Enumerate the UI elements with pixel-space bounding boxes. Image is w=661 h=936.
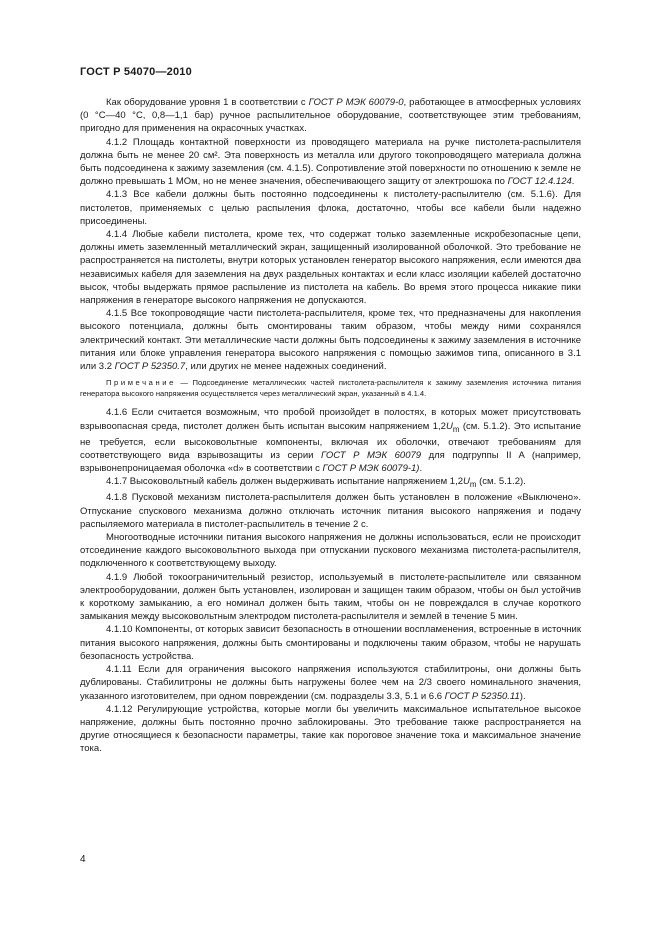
text: Как оборудование уровня 1 в соответствии с [106, 97, 309, 108]
paragraph-4-1-7 [80, 475, 581, 491]
text: (см. 5.1.2). Это испытание не требуется, если высоковольтные компоненты, включая их оболочки, отвечают требованиям для соответствующего вида взрывозащиты из серии [80, 420, 581, 461]
page-number: 4 [80, 854, 86, 865]
document-body [80, 96, 581, 756]
subscript: m [452, 424, 460, 434]
text: 4.1.4 Любые кабели пистолета, кроме тех, что содержат только заземленные искробезопасные цепи, должны иметь заземленный металлический экран, защищенный изолированной оболочкой. Это требование не распространяется на пистолеты, внутри которых установлен генератор высокого напряжения, если имеются два независимых кабеля для заземления на двух раздельных контактах и если класс изоляции кабелей достаточно высок, чтобы выдержать прямое распыление из пистолета на кабель. Во время этого процесса никакие пики напряжения в генераторе высокого напряжения не допускаются. [80, 229, 581, 307]
variable: U [445, 420, 453, 432]
paragraph-4-1-12 [80, 703, 581, 756]
note-label: Примечание [106, 378, 176, 388]
text: 4.1.2 Площадь контактной поверхности из проводящего материала на ручке пистолета-распылителя должна быть не менее 20 см². Эта поверхность из металла или другого токопроводящего материала должна быть подсоединена к зажиму заземления (см. 4.1.5). Сопротивление этой поверхности по отношению к земле не должно превышать 1 МОм, но не менее значения, обеспечивающего защиту от электрошока по [80, 136, 581, 188]
text: . [419, 463, 423, 475]
text: (см. 5.1.2). [476, 476, 526, 488]
standard-reference: ГОСТ Р МЭК 60079 [321, 449, 422, 461]
text: , или других не менее надежных соединений. [185, 361, 387, 373]
standard-reference: ГОСТ 12.4.124 [507, 176, 572, 188]
text: , работающее в атмосферных условиях (0 °С—40 °С, 0,8—1,1 бар) ручное распылительное оборудование, соответствующее этим требованиям, пригодно для применения на окрасочных участках. [80, 97, 581, 135]
paragraph-multi-output [80, 531, 581, 571]
text: 4.1.6 Если считается возможным, что пробой произойдет в полостях, в которых может присутствовать взрывоопасная среда, пистолет должен быть испытан высоким напряжением 1,2 [80, 407, 581, 432]
text: 4.1.5 Все токопроводящие части пистолета-распылителя, кроме тех, что предназначены для накопления высокого потенциала, должны быть смонтированы таким образом, чтобы между ними сохранялся электрический контакт. Эти металлические части должны быть подсоединены к зажиму заземления в источнике питания или блоке управления генератора высокого напряжения с помощью зажимов типа, описанного в 3.1 или 3.2 [80, 308, 581, 373]
paragraph-4-1-2 [80, 136, 581, 189]
text: . [571, 176, 575, 188]
text: Многоотводные источники питания высокого напряжения не должны использоваться, если не происходит отсоединение каждого высоковольтного выхода при отпускании пускового механизма пистолета-распылителя, подключенного к соответствующему выходу. [80, 532, 581, 570]
paragraph-4-1-5 [80, 307, 581, 373]
text: для подгруппы II A (например, взрывонепроницаемая оболочка «d» в соответствии с [80, 449, 581, 475]
variable: U [463, 476, 470, 488]
paragraph-4-1-11 [80, 663, 581, 703]
note-text: — Подсоединение металлических частей пистолета-распылителя к зажиму заземления источника питания генератора высокого напряжения осуществляется через металлический экран, указанный в 4.1.4. [80, 378, 581, 398]
paragraph-4-1-3 [80, 188, 581, 228]
text: 4.1.7 Высоковольтный кабель должен выдерживать испытание напряжением 1,2 [106, 476, 464, 488]
standard-reference: ГОСТ Р 52350.7 [114, 361, 186, 373]
paragraph-4-1-6 [80, 406, 581, 475]
text: 4.1.8 Пусковой механизм пистолета-распылителя должен быть установлен в положение «Выключено». Отпускание спускового механизма должно отключать источник питания высокого напряжения и подачу распыляемого материала в пистолет-распылитель в течение 2 с. [80, 492, 581, 530]
paragraph-4-1-8 [80, 491, 581, 531]
paragraph-4-1-4 [80, 228, 581, 307]
text: 4.1.10 Компоненты, от которых зависит безопасность в отношении воспламенения, встроенные в источник питания высокого напряжения, должны быть смонтированы и подключены таким образом, чтобы не нарушать безопасность устройства. [80, 624, 581, 662]
paragraph-intro [80, 96, 581, 136]
paragraph-4-1-10 [80, 623, 581, 663]
text: 4.1.12 Регулирующие устройства, которые могли бы увеличить максимальное испытательное высокое напряжение, должны быть постоянно прочно заблокированы. Это требование также распространяется на другие относящиеся к безопасности параметры, такие как пороговое значение тока и максимальное значение тока. [80, 703, 581, 755]
text: 4.1.11 Если для ограничения высокого напряжения используются стабилитроны, они должны быть дублированы. Стабилитроны не должны быть нагружены более чем на 2/3 своего номинального значения, указанного изготовителем, при одном повреждении (см. подразделы 3.3, 5.1 и 6.6 [80, 664, 581, 702]
standard-reference: ГОСТ Р МЭК 60079-0 [308, 97, 404, 108]
standard-reference: ГОСТ Р 52350.11 [444, 690, 520, 702]
note [80, 378, 581, 399]
standard-reference: ГОСТ Р МЭК 60079-1) [322, 463, 420, 475]
paragraph-4-1-9 [80, 571, 581, 624]
text: 4.1.9 Любой токоограничительный резистор, используемый в пистолете-распылителе или связанном электрооборудовании, должен быть установлен, изолирован и защищен таким образом, чтобы он был устойчив к короткому замыканию, а его номинал должен быть таким, чтобы он не повреждался в случае короткого замыкания между высоковольтным электродом пистолета-распылителя и землей в течение 5 мин. [80, 571, 581, 623]
standard-header: ГОСТ Р 54070—2010 [80, 66, 192, 78]
subscript: m [469, 480, 477, 490]
text: 4.1.3 Все кабели должны быть постоянно подсоединены к пистолету-распылителю (см. 5.1.6). Для пистолетов, применяемых с целью распыления флока, достаточно, чтобы все кабели были надежно присоединены. [80, 189, 581, 227]
text: ). [519, 690, 526, 702]
